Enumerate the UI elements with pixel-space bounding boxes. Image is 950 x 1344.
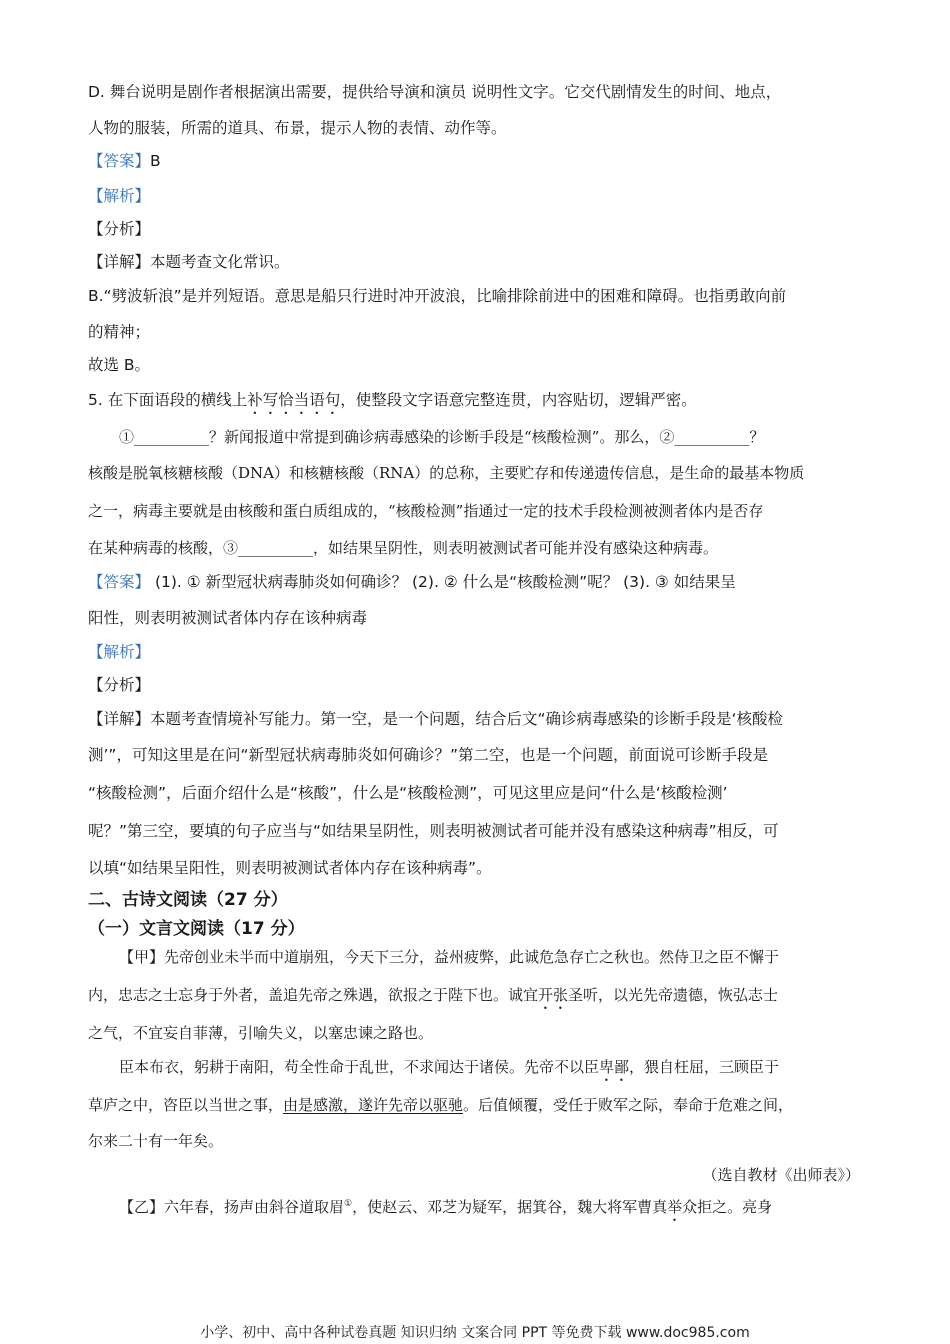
q5-passage-line4: 在某种病毒的核酸，③__________，如结果呈阴性，则表明被测试者可能并没有感染这种病毒。 — [88, 539, 719, 557]
fenxi-tag: 【分析】 — [88, 676, 151, 694]
q5-detail-line2: 测’”，可知这里是在问“新型冠状病毒肺炎如何确诊？”第二空，也是一个问题，前面说可诊断手段是 — [88, 746, 769, 764]
answer-tag: 【答案】 — [88, 573, 151, 591]
jia-underlined-sentence: 由是感激，遂许先帝以驱驰 — [283, 1096, 464, 1114]
option-d-line1: D. 舞台说明是剧作者根据演出需要，提供给导演和演员 说明性文字。它交代剧情发生的时间、地点， — [88, 83, 782, 101]
answer-text: (1). ① 新型冠状病毒肺炎如何确诊？ (2). ② 什么是“核酸检测”呢？ (3). ③ 如结果呈 — [150, 573, 736, 591]
detail-line — [88, 251, 290, 273]
detail-text: 本题考查情境补写能力。第一空，是一个问题，结合后文“确诊病毒感染的诊断手段是‘核酸检 — [150, 710, 783, 728]
jia-line1: 【甲】先帝创业未半而中道崩殂，今天下三分，益州疲弊，此诚危急存亡之秋也。然侍卫之臣不懈于 — [119, 948, 780, 966]
jia-line3: 之气，不宜妄自菲薄，引喻失义，以塞忠谏之路也。 — [88, 1024, 434, 1042]
q5-detail-line3: “核酸检测”，后面介绍什么是“核酸”，什么是“核酸检测”，可见这里应是问“什么是‘核酸检测’ — [88, 784, 728, 802]
jia-line2 — [88, 984, 778, 1013]
jia-emphasis-kaizhang: 开张 — [538, 986, 569, 1004]
jia-line6: 尔来二十有一年矣。 — [88, 1132, 224, 1150]
q5-detail-line4: 呢？”第三空，要填的句子应当与“如结果呈阴性，则表明被测试者可能并没有感染这种病毒”相反，可 — [88, 822, 779, 840]
jia-line5 — [88, 1094, 793, 1116]
q5-detail-line5: 以填“如结果呈阳性，则表明被测试者体内存在该种病毒”。 — [88, 859, 492, 877]
yi-line1-d: 众拒之。亮身 — [682, 1198, 773, 1216]
detail-tag: 【详解】 — [88, 710, 151, 728]
jia-line5-c: 。后值倾覆，受任于败军之际，奉命于危难之间， — [463, 1096, 794, 1114]
yi-line1 — [119, 1196, 772, 1225]
choose-line: 故选 B。 — [88, 356, 151, 374]
option-d-line2: 人物的服装，所需的道具、布景，提示人物的表情、动作等。 — [88, 119, 507, 137]
answer-value: B — [150, 152, 161, 170]
q5-answer-line1 — [88, 571, 736, 593]
q5-answer-line2: 阳性，则表明被测试者体内存在该种病毒 — [88, 609, 368, 627]
answer-line — [88, 150, 161, 172]
detail-tag: 【详解】 — [88, 253, 151, 271]
q5-stem — [88, 389, 697, 418]
q5-stem-part2: ，使整段文字语意完整连贯，内容贴切，逻辑严密。 — [340, 391, 697, 409]
q5-passage-line2: 核酸是脱氧核糖核酸（DNA）和核糖核酸（RNA）的总称，主要贮存和传递遗传信息，是生命的最基本物质 — [88, 464, 805, 482]
q5-passage-line3: 之一，病毒主要就是由核酸和蛋白质组成的，“核酸检测”指通过一定的技术手段检测被测者体内是否存 — [88, 502, 764, 520]
footer-text: 小学、初中、高中各种试卷真题 知识归纳 文案合同 PPT 等免费下载 www.doc985.com — [200, 1325, 750, 1341]
section-subtitle: （一）文言文阅读（17 分） — [88, 919, 305, 939]
jia-line4-a: 臣本布衣，躬耕于南阳，苟全性命于乱世，不求闻达于诸侯。先帝不以臣 — [119, 1058, 600, 1076]
jia-line2-c: 圣听，以光先帝遗德，恢弘志士 — [568, 986, 779, 1004]
yi-line1-b: ，使赵云、邓芝为疑军，据箕谷，魏大将军曹真 — [352, 1198, 668, 1216]
jia-line4 — [119, 1056, 779, 1085]
yi-emphasis-ju: 举 — [667, 1198, 683, 1216]
q5-detail-line1 — [88, 708, 783, 730]
jia-line5-a: 草庐之中，咨臣以当世之事， — [88, 1096, 284, 1114]
explanation-line2: 的精神； — [88, 323, 151, 341]
jia-source: （选自教材《出师表》） — [702, 1166, 860, 1184]
fenxi-tag: 【分析】 — [88, 220, 151, 238]
analysis-tag: 【解析】 — [88, 643, 151, 661]
detail-text: 本题考查文化常识。 — [150, 253, 290, 271]
yi-line1-a: 【乙】六年春，扬声由斜谷道取眉 — [119, 1198, 345, 1216]
explanation-line1: B.“劈波斩浪”是并列短语。意思是船只行进时冲开波浪，比喻排除前进中的困难和障碍。也指勇敢向前 — [88, 287, 787, 305]
q5-stem-part1: 5. 在下面语段的横线上 — [88, 391, 248, 409]
footnote-marker: ① — [344, 1199, 353, 1209]
analysis-tag: 【解析】 — [88, 187, 151, 205]
jia-emphasis-beibi: 卑鄙 — [599, 1058, 630, 1076]
q5-stem-emphasis: 补写恰当语句 — [247, 391, 341, 409]
answer-tag: 【答案】 — [88, 152, 151, 170]
section-title: 二、古诗文阅读（27 分） — [88, 890, 288, 910]
jia-line2-a: 内，忠志之士忘身于外者，盖追先帝之殊遇，欲报之于陛下也。诚宜 — [88, 986, 539, 1004]
jia-line4-c: ，猥自枉屈，三顾臣于 — [629, 1058, 780, 1076]
q5-passage-line1: ①__________？新闻报道中常提到确诊病毒感染的诊断手段是“核酸检测”。那么，②__________？ — [119, 428, 765, 446]
